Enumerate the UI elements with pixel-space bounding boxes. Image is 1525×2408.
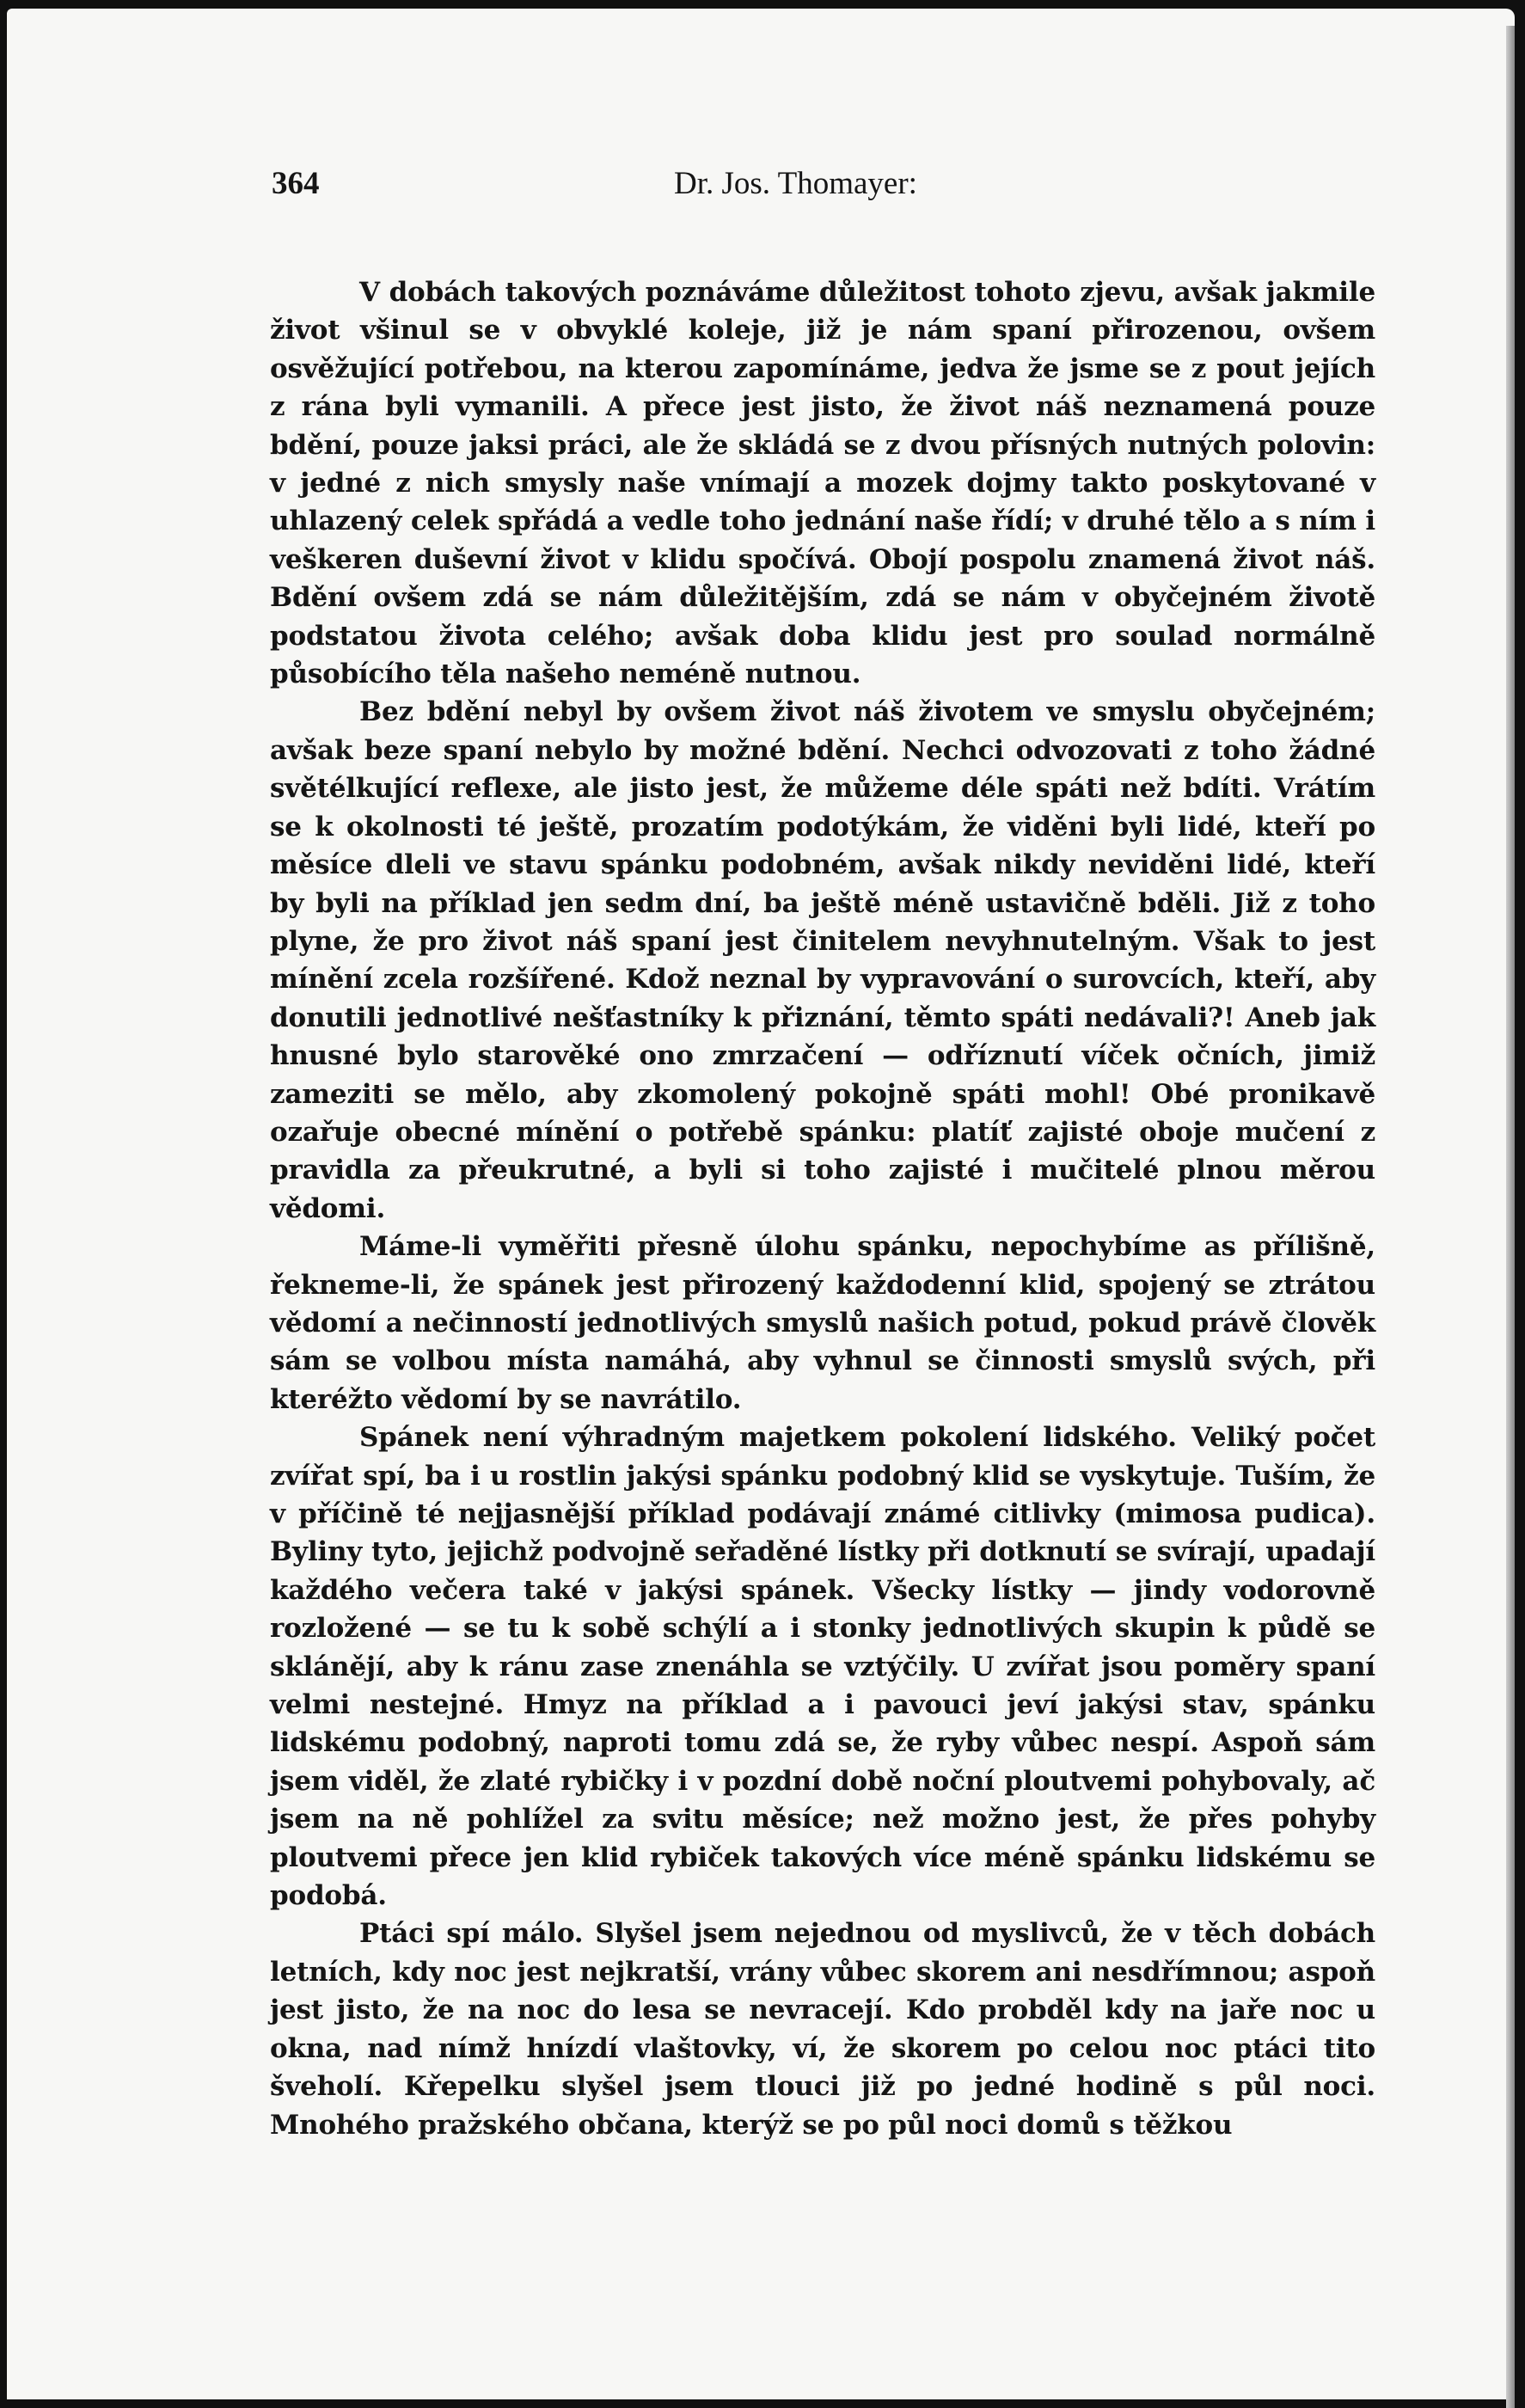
page-number: 364	[272, 166, 320, 201]
paragraph: V dobách takových poznáváme důležitost tohoto zjevu, avšak jakmile život všinul se v obvyklé koleje, již je nám spaní přirozenou, ovšem osvěžující potřebou, na kterou zapomínáme, jedva že jsme se z pout jejích z rána byli vymanili. A přece jest jisto, že život náš neznamená pouze bdění, pouze jaksi práci, ale že skládá se z dvou přísných nutných polovin: v jedné z nich smysly naše vnímají a mozek dojmy takto poskytované v uhlazený celek spřádá a vedle toho jednání naše řídí; v druhé tělo a s ním i veškeren duševní život v klidu spočívá. Obojí pospolu znamená život náš. Bdění ovšem zdá se nám důležitějším, zdá se nám v obyčejném životě podstatou života celého; avšak doba klidu jest pro soulad normálně působícího těla našeho neméně nutnou.	[270, 277, 1375, 690]
paragraph: Bez bdění nebyl by ovšem život náš životem ve smyslu obyčejném; avšak beze spaní nebylo by možné bdění. Nechci odvozovati z toho žádné světélkující reflexe, ale jisto jest, že můžeme déle spáti než bdíti. Vrátím se k okolnosti té ještě, prozatím podotýkám, že viděni byli lidé, kteří po měsíce dleli ve stavu spánku podobném, avšak nikdy neviděni lidé, kteří by byli na příklad jen sedm dní, ba ještě méně ustavičně bděli. Již z toho plyne, že pro život náš spaní jest činitelem nevyhnutelným. Však to jest mínění zcela rozšířené. Kdož neznal by vypravování o surovcích, kteří, aby donutili jednotlivé nešťastníky k přiznání, těmto spáti nedávali?! Aneb jak hnusné bylo starověké ono zmrzačení — odříznutí víček očních, jimiž zameziti se mělo, aby zkomolený pokojně spáti mohl! Obé pronikavě ozařuje obecné mínění o potřebě spánku: platíť zajisté oboje mučení z pravidla za přeukrutné, a byli si toho zajisté i mučitelé plnou měrou vědomi.	[270, 696, 1375, 1224]
body-text	[270, 273, 1375, 2144]
paragraph: Spánek není výhradným majetkem pokolení lidského. Veliký počet zvířat spí, ba i u rostlin jakýsi spánku podobný klid se vyskytuje. Tuším, že v příčině té nejjasnější příklad podávají známé citlivky (mimosa pudica). Byliny tyto, jejichž podvojně seřaděné lístky při dotknutí se svírají, upadají každého večera také v jakýsi spánek. Všecky lístky — jindy vodorovně rozložené — se tu k sobě schýlí a i stonky jednotlivých skupin k půdě se sklánějí, aby k ránu zase znenáhla se vztýčily. U zvířat jsou poměry spaní velmi nestejné. Hmyz na příklad a i pavouci jeví jakýsi stav, spánku lidskému podobný, naproti tomu zdá se, že ryby vůbec nespí. Aspoň sám jsem viděl, že zlaté rybičky i v pozdní době noční ploutvemi pohybovaly, ač jsem na ně pohlížel za svitu měsíce; než možno jest, že přes pohyby ploutvemi přece jen klid rybiček takových více méně spánku lidskému se podobá.	[270, 1422, 1375, 1912]
paragraph: Máme-li vyměřiti přesně úlohu spánku, nepochybíme as přílišně, řekneme-li, že spánek jest přirozený každodenní klid, spojený se ztrátou vědomí a nečinností jednotlivých smyslů našich potud, pokud právě člověk sám se volbou místa namáhá, aby vyhnul se činnosti smyslů svých, při kteréžto vědomí by se navrátilo.	[270, 1231, 1375, 1415]
book-page	[7, 9, 1515, 2399]
page-content	[270, 151, 1375, 2144]
page-edge-shadow	[1506, 26, 1515, 2408]
page-header	[270, 151, 1375, 203]
paragraph: Ptáci spí málo. Slyšel jsem nejednou od myslivců, že v těch dobách letních, kdy noc jest nejkratší, vrány vůbec skorem ani nesdřímnou; aspoň jest jisto, že na noc do lesa se nevracejí. Kdo probděl kdy na jaře noc u okna, nad nímž hnízdí vlaštovky, ví, že skorem po celou noc ptáci tito šveholí. Křepelku slyšel jsem tlouci již po jedné hodině s půl noci. Mnohého pražského občana, kterýž se po půl noci domů s těžkou	[270, 1918, 1375, 2141]
running-head: Dr. Jos. Thomayer:	[674, 166, 917, 201]
